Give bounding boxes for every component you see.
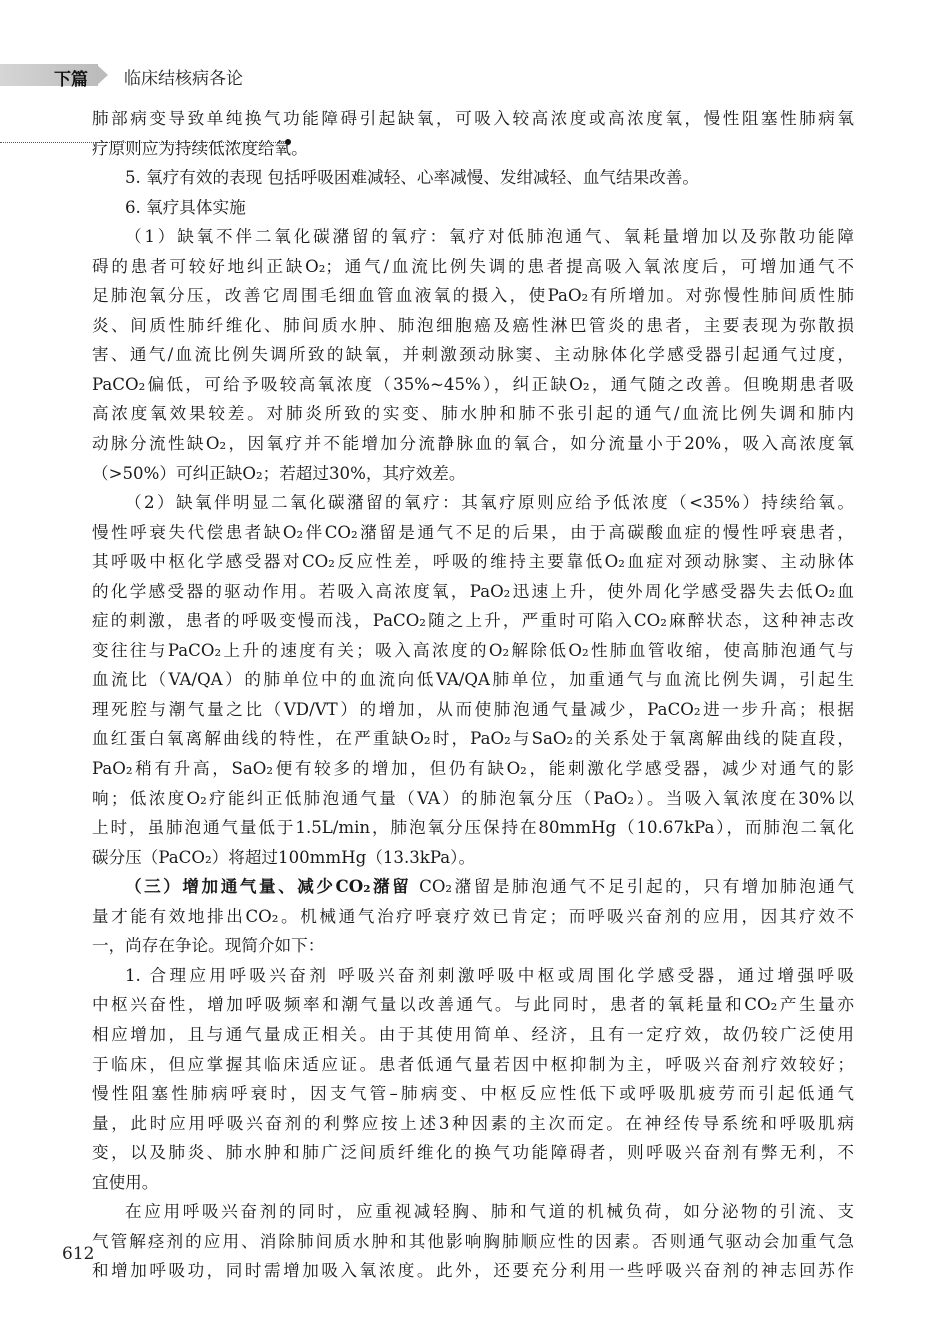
line-text: 响；低浓度O₂疗能纠正低肺泡通气量（VA）的肺泡氧分压（PaO₂）。当吸入氧浓度在30%以 bbox=[92, 788, 854, 808]
text-line bbox=[92, 518, 854, 548]
text-line bbox=[92, 843, 854, 873]
line-text: 慢性呼衰失代偿患者缺O₂伴CO₂潴留是通气不足的后果，由于高碳酸血症的慢性呼衰患者， bbox=[92, 522, 854, 542]
text-line bbox=[92, 754, 854, 784]
line-text: 足肺泡氧分压，改善它周围毛细血管血液氧的摄入，使PaO₂有所增加。对弥慢性肺间质性肺 bbox=[92, 286, 854, 306]
line-text: 于临床，但应掌握其临床适应证。患者低通气量若因中枢抑制为主，呼吸兴奋剂疗效较好； bbox=[92, 1054, 854, 1074]
text-line bbox=[92, 990, 854, 1020]
line-text: 6. 氧疗具体实施 bbox=[125, 197, 246, 217]
text-line bbox=[92, 1138, 854, 1168]
line-text: 变往往与PaCO₂上升的速度有关；吸入高浓度的O₂解除低O₂性肺血管收缩，使高肺泡通气与 bbox=[92, 640, 854, 660]
line-text: 慢性阻塞性肺病呼衰时，因支气管–肺病变、中枢反应性低下或呼吸肌疲劳而引起低通气 bbox=[92, 1084, 854, 1104]
line-text: 害、通气/血流比例失调所致的缺氧，并刺激颈动脉窦、主动脉体化学感受器引起通气过度， bbox=[92, 345, 854, 365]
line-text: 量，此时应用呼吸兴奋剂的利弊应按上述3种因素的主次而定。在神经传导系统和呼吸肌病 bbox=[92, 1113, 854, 1133]
text-line bbox=[92, 399, 854, 429]
text-line bbox=[92, 813, 854, 843]
line-text: 碍的患者可较好地纠正缺O₂；通气/血流比例失调的患者提高吸入氧浓度后，可增加通气不 bbox=[92, 256, 854, 276]
line-text: 上时，虽肺泡通气量低于1.5L/min，肺泡氧分压保持在80mmHg（10.67kPa），而肺泡二氧化 bbox=[92, 818, 854, 838]
text-line bbox=[92, 931, 854, 961]
text-line bbox=[92, 636, 854, 666]
text-line bbox=[92, 281, 854, 311]
line-text: 在应用呼吸兴奋剂的同时，应重视减轻胸、肺和气道的机械负荷，如分泌物的引流、支 bbox=[125, 1202, 854, 1222]
text-line bbox=[92, 1227, 854, 1257]
line-text: 中枢兴奋性，增加呼吸频率和潮气量以改善通气。与此同时，患者的氧耗量和CO₂产生量亦 bbox=[92, 995, 854, 1015]
chevron-right-icon bbox=[96, 64, 108, 86]
line-text: （2）缺氧伴明显二氧化碳潴留的氧疗：其氧疗原则应给予低浓度（<35%）持续给氧。 bbox=[125, 493, 854, 513]
line-text: 其呼吸中枢化学感受器对CO₂反应性差，呼吸的维持主要靠低O₂血症对颈动脉窦、主动脉体 bbox=[92, 552, 854, 572]
line-text: （1）缺氧不伴二氧化碳潴留的氧疗：氧疗对低肺泡通气、氧耗量增加以及弥散功能障 bbox=[125, 227, 854, 247]
text-line bbox=[92, 311, 854, 341]
line-text: 肺部病变导致单纯换气功能障碍引起缺氧，可吸入较高浓度或高浓度氧，慢性阻塞性肺病氧 bbox=[92, 109, 854, 128]
line-text: 高浓度氧效果较差。对肺炎所致的实变、肺水肿和肺不张引起的通气/血流比例失调和肺内 bbox=[92, 404, 854, 424]
line-text: 量才能有效地排出CO₂。机械通气治疗呼衰疗效已肯定；而呼吸兴奋剂的应用，因其疗效不 bbox=[92, 906, 854, 926]
line-text: 理死腔与潮气量之比（VD/VT）的增加，从而使肺泡通气量减少，PaCO₂进一步升高；根据 bbox=[92, 699, 854, 719]
text-line bbox=[92, 1109, 854, 1139]
text-line bbox=[92, 606, 854, 636]
text-line bbox=[92, 695, 854, 725]
line-text: 1. 合理应用呼吸兴奋剂 呼吸兴奋剂刺激呼吸中枢或周围化学感受器，通过增强呼吸 bbox=[125, 965, 854, 985]
line-text: 血红蛋白氧离解曲线的特性，在严重缺O₂时，PaO₂与SaO₂的关系处于氧离解曲线的陡直段， bbox=[92, 729, 854, 749]
line-text: 和增加呼吸功，同时需增加吸入氧浓度。此外，还要充分利用一些呼吸兴奋剂的神志回苏作 bbox=[92, 1261, 854, 1281]
page-number: 612 bbox=[62, 1244, 95, 1264]
text-line bbox=[92, 370, 854, 400]
text-line bbox=[92, 488, 854, 518]
line-text: （>50%）可纠正缺O₂；若超过30%，其疗效差。 bbox=[92, 463, 466, 483]
text-line bbox=[92, 902, 854, 932]
text-line bbox=[92, 163, 854, 193]
line-text: PaCO₂偏低，可给予吸较高氧浓度（35%~45%），纠正缺O₂，通气随之改善。但晚期患者吸 bbox=[92, 374, 854, 394]
section-heading: （三）增加通气量、减少CO₂潴留 bbox=[125, 876, 412, 897]
line-text: 炎、间质性肺纤维化、肺间质水肿、肺泡细胞癌及癌性淋巴管炎的患者，主要表现为弥散损 bbox=[92, 315, 854, 335]
text-line bbox=[92, 872, 854, 902]
line-text: CO₂潴留是肺泡通气不足引起的，只有增加肺泡通气 bbox=[411, 877, 854, 897]
line-text: 动脉分流性缺O₂，因氧疗并不能增加分流静脉血的氧合，如分流量小于20%，吸入高浓度氧 bbox=[92, 434, 854, 454]
text-line bbox=[92, 429, 854, 459]
text-line bbox=[92, 222, 854, 252]
text-line bbox=[92, 1256, 854, 1286]
text-line bbox=[92, 1050, 854, 1080]
part-label: 下篇 bbox=[54, 70, 88, 90]
text-line bbox=[92, 1168, 854, 1198]
text-line bbox=[92, 459, 854, 489]
part-label-tab bbox=[0, 64, 98, 90]
running-header bbox=[0, 58, 300, 90]
line-text: 相应增加，且与通气量成正相关。由于其使用简单、经济，且有一定疗效，故仍较广泛使用 bbox=[92, 1024, 854, 1044]
text-line bbox=[92, 547, 854, 577]
line-text: 5. 氧疗有效的表现 包括呼吸困难减轻、心率减慢、发绀减轻、血气结果改善。 bbox=[125, 168, 699, 188]
text-line bbox=[92, 340, 854, 370]
text-line bbox=[92, 784, 854, 814]
text-line bbox=[92, 961, 854, 991]
line-text: 血流比（VA/QA）的肺单位中的血流向低VA/QA肺单位，加重通气与血流比例失调，引起生 bbox=[92, 670, 854, 690]
line-text: 的化学感受器的驱动作用。若吸入高浓度氧，PaO₂迅速上升，使外周化学感受器失去低O₂血 bbox=[92, 581, 854, 601]
text-line bbox=[92, 724, 854, 754]
line-text: 气管解痉剂的应用、消除肺间质水肿和其他影响胸肺顺应性的因素。否则通气驱动会加重气急 bbox=[92, 1231, 854, 1251]
line-text: 碳分压（PaCO₂）将超过100mmHg（13.3kPa）。 bbox=[92, 847, 476, 867]
text-line bbox=[92, 665, 854, 695]
line-text: PaO₂稍有升高，SaO₂便有较多的增加，但仍有缺O₂，能刺激化学感受器，减少对通气的影 bbox=[92, 759, 854, 779]
text-line bbox=[92, 1197, 854, 1227]
line-text: 症的刺激，患者的呼吸变慢而浅，PaCO₂随之上升，严重时可陷入CO₂麻醉状态，这种神志改 bbox=[92, 611, 854, 631]
text-line bbox=[92, 1079, 854, 1109]
section-title: 临床结核病各论 bbox=[124, 69, 243, 89]
line-text: 宜使用。 bbox=[92, 1172, 159, 1192]
text-line bbox=[92, 1020, 854, 1050]
text-line bbox=[92, 577, 854, 607]
line-text: 变，以及肺炎、肺水肿和肺广泛间质纤维化的换气功能障碍者，则呼吸兴奋剂有弊无利，不 bbox=[92, 1143, 854, 1163]
text-line bbox=[92, 134, 854, 164]
line-text: 一，尚存在争论。现简介如下： bbox=[92, 936, 325, 956]
body-text bbox=[92, 104, 854, 1286]
text-line bbox=[92, 252, 854, 282]
line-text: 疗原则应为持续低浓度给氧。 bbox=[92, 138, 308, 158]
text-line bbox=[92, 104, 854, 134]
text-line bbox=[92, 193, 854, 223]
